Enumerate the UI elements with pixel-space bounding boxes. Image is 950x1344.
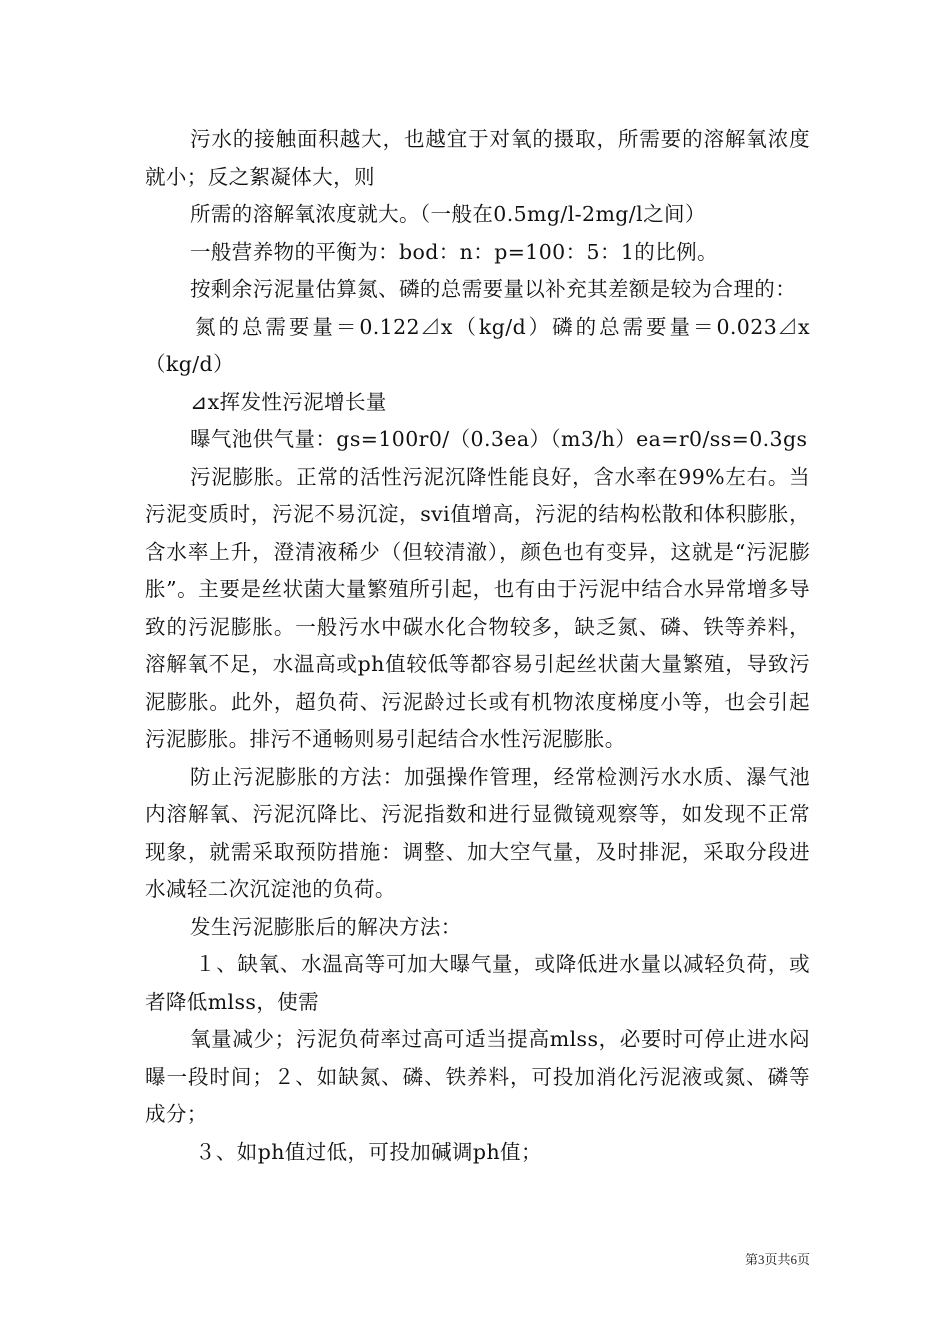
paragraph-solution-1: １、缺氧、水温高等可加大曝气量，或降低进水量以减轻负荷，或者降低mlss，使需	[145, 952, 810, 1014]
paragraph-solution-1-continued: 氧量减少；污泥负荷率过高可适当提高mlss，必要时可停止进水闷曝一段时间；２、如缺氮、磷、铁养料，可投加消化污泥液或氮、磷等成分；	[145, 1027, 810, 1126]
paragraph-sludge-growth: ⊿x挥发性污泥增长量	[190, 389, 387, 414]
paragraph-requirement-formula: 氮的总需要量＝0.122⊿x（kg/d）磷的总需要量＝0.023⊿x（kg/d）	[145, 314, 810, 376]
paragraph-oxygen-contact: 污水的接触面积越大，也越宜于对氧的摄取，所需要的溶解氧浓度就小；反之絮凝体大，则	[145, 127, 810, 189]
paragraph-solution-heading: 发生污泥膨胀后的解决方法：	[190, 914, 462, 939]
paragraph-nutrient-balance: 一般营养物的平衡为：bod：n：p=100：5：1的比例。	[190, 239, 718, 264]
paragraph-dissolved-oxygen-range: 所需的溶解氧浓度就大。（一般在0.5mg/l-2mg/l之间）	[190, 202, 706, 226]
paragraph-sludge-bulking: 污泥膨胀。正常的活性污泥沉降性能良好，含水率在99%左右。当污泥变质时，污泥不易沉淀，svi值增高，污泥的结构松散和体积膨胀，含水率上升，澄清液稀少（但较清澈），颜色也有变异，这就是“污泥膨胀”。主要是丝状菌大量繁殖所引起，也有由于污泥中结合水异常增多导致的污泥膨胀。一般污水中碳水化合物较多，缺乏氮、磷、铁等养料，溶解氧不足，水温高或ph值较低等都容易引起丝状菌大量繁殖，导致污泥膨胀。此外，超负荷、污泥龄过长或有机物浓度梯度小等，也会引起污泥膨胀。排污不通畅则易引起结合水性污泥膨胀。	[145, 464, 810, 751]
document-body	[145, 121, 810, 1171]
paragraph-air-supply: 曝气池供气量：gs=100r0/（0.3ea）（m3/h）ea=r0/ss=0.3gs	[190, 427, 808, 451]
page-number: 第3页共6页	[744, 1252, 810, 1267]
paragraph-prevention-methods: 防止污泥膨胀的方法：加强操作管理，经常检测污水水质、瀑气池内溶解氧、污泥沉降比、污泥指数和进行显微镜观察等，如发现不正常现象，就需采取预防措施：调整、加大空气量，及时排泥，采取分段进水减轻二次沉淀池的负荷。	[145, 764, 810, 901]
paragraph-nitrogen-phosphorus-estimate: 按剩余污泥量估算氮、磷的总需要量以补充其差额是较为合理的：	[190, 277, 797, 301]
paragraph-solution-3: ３、如ph值过低，可投加碱调ph值；	[195, 1139, 542, 1164]
